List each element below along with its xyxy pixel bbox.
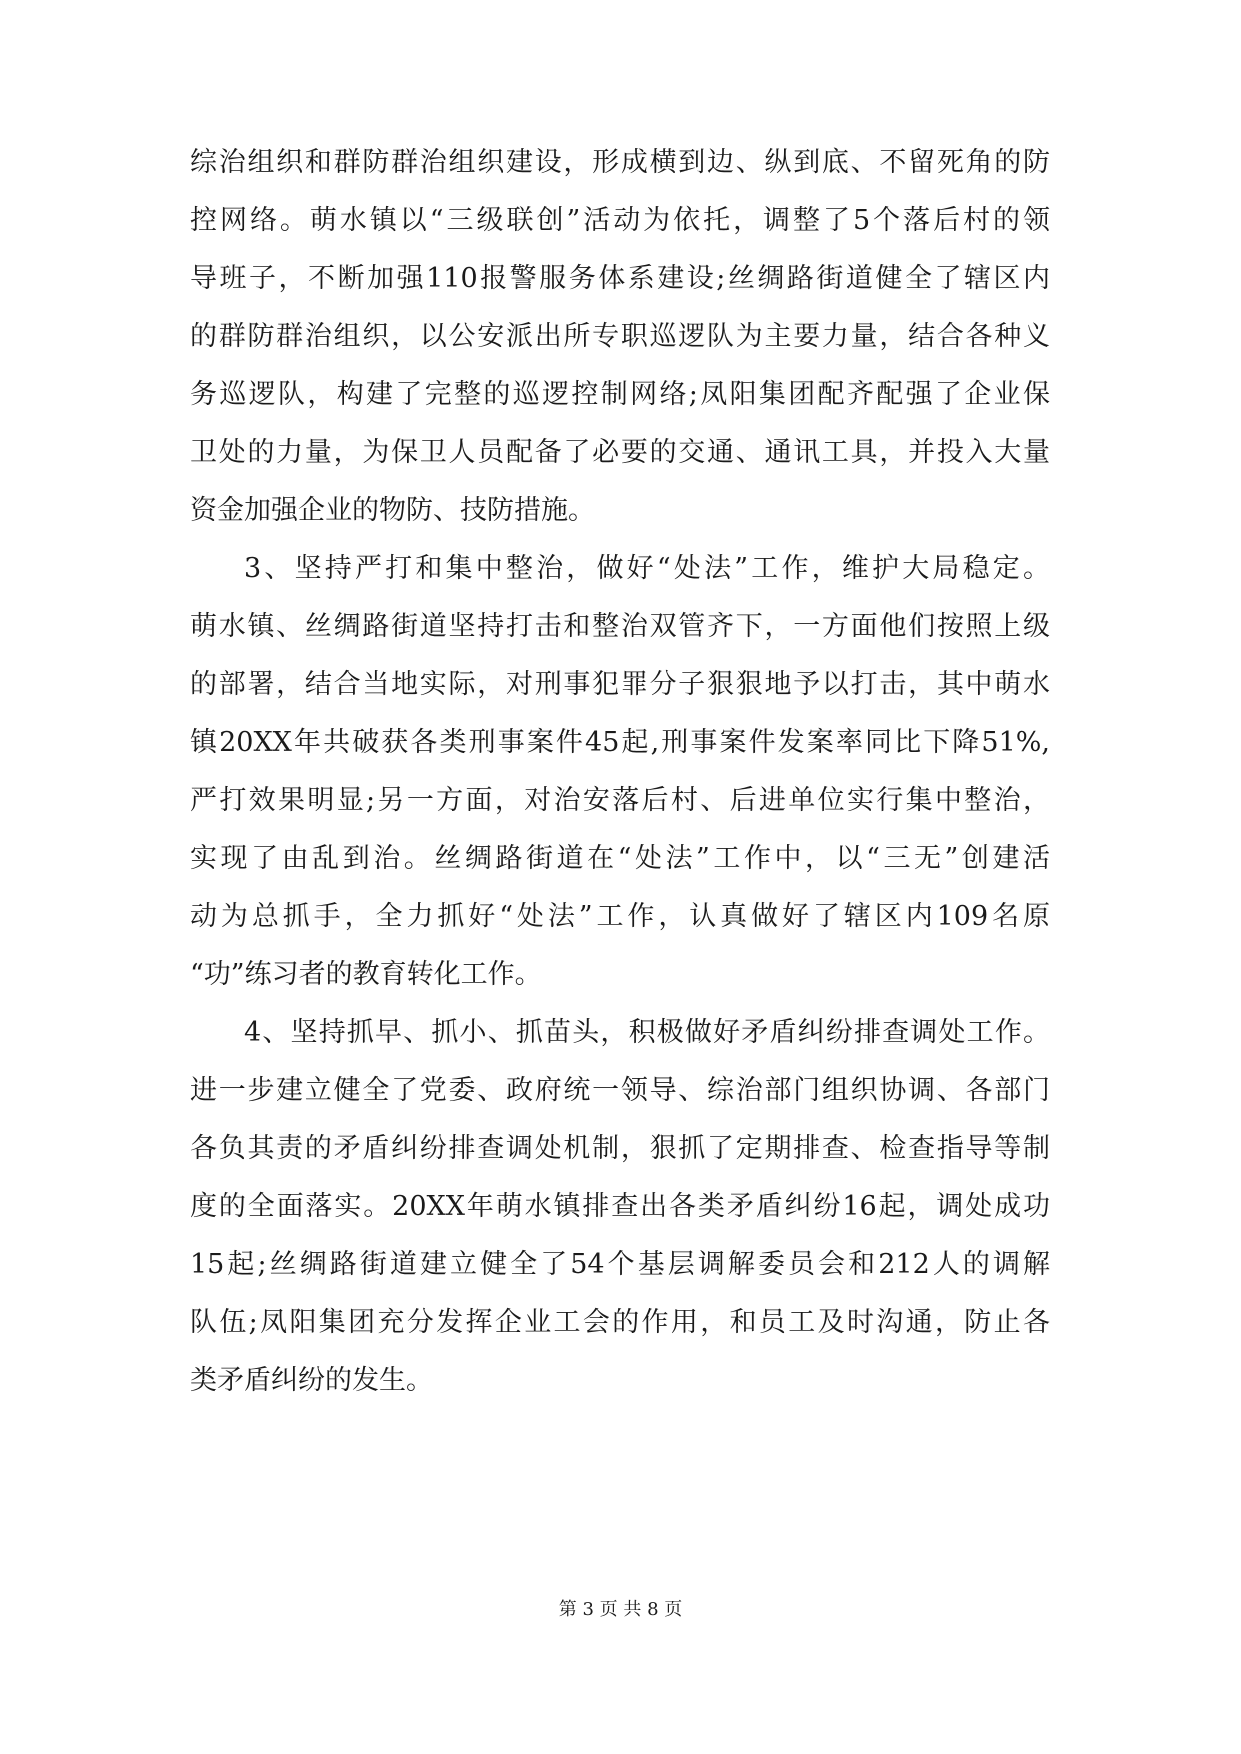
paragraph-line: 的部署，结合当地实际，对刑事犯罪分子狠狠地予以打击，其中萌水 [190,669,1050,700]
paragraph-line: 队伍;凤阳集团充分发挥企业工会的作用，和员工及时沟通，防止各 [190,1307,1050,1338]
page-number-footer: 第 3 页 共 8 页 [558,1599,683,1620]
paragraph-line: 动为总抓手，全力抓好“处法”工作，认真做好了辖区内109名原 [190,901,1050,932]
paragraph-line: 实现了由乱到治。丝绸路街道在“处法”工作中，以“三无”创建活 [190,843,1050,874]
paragraph-line: 卫处的力量，为保卫人员配备了必要的交通、通讯工具，并投入大量 [190,437,1050,468]
paragraph-line: 各负其责的矛盾纠纷排查调处机制，狠抓了定期排查、检查指导等制 [190,1133,1050,1164]
paragraph-heading-line: 4、坚持抓早、抓小、抓苗头，积极做好矛盾纠纷排查调处工作。 [244,1017,1050,1048]
paragraph-line: 度的全面落实。20XX年萌水镇排查出各类矛盾纠纷16起，调处成功 [190,1191,1050,1222]
paragraph-line: 镇20XX年共破获各类刑事案件45起,刑事案件发案率同比下降51%, [190,727,1050,758]
paragraph-line: 类矛盾纠纷的发生。 [190,1365,433,1396]
paragraph-line: “功”练习者的教育转化工作。 [190,959,542,990]
paragraph-line: 资金加强企业的物防、技防措施。 [190,495,595,526]
paragraph-heading-line: 3、坚持严打和集中整治，做好“处法”工作，维护大局稳定。 [244,553,1050,584]
paragraph-line: 进一步建立健全了党委、政府统一领导、综治部门组织协调、各部门 [190,1075,1050,1106]
paragraph-line: 的群防群治组织，以公安派出所专职巡逻队为主要力量，结合各种义 [190,321,1050,352]
paragraph-line: 综治组织和群防群治组织建设，形成横到边、纵到底、不留死角的防 [190,147,1050,178]
paragraph-line: 务巡逻队，构建了完整的巡逻控制网络;凤阳集团配齐配强了企业保 [190,379,1050,410]
paragraph-line: 导班子，不断加强110报警服务体系建设;丝绸路街道健全了辖区内 [190,263,1050,294]
paragraph-line: 萌水镇、丝绸路街道坚持打击和整治双管齐下，一方面他们按照上级 [190,611,1050,642]
paragraph-line: 15起;丝绸路街道建立健全了54个基层调解委员会和212人的调解 [190,1249,1050,1280]
paragraph-line: 严打效果明显;另一方面，对治安落后村、后进单位实行集中整治， [190,785,1050,816]
paragraph-line: 控网络。萌水镇以“三级联创”活动为依托，调整了5个落后村的领 [190,205,1050,236]
